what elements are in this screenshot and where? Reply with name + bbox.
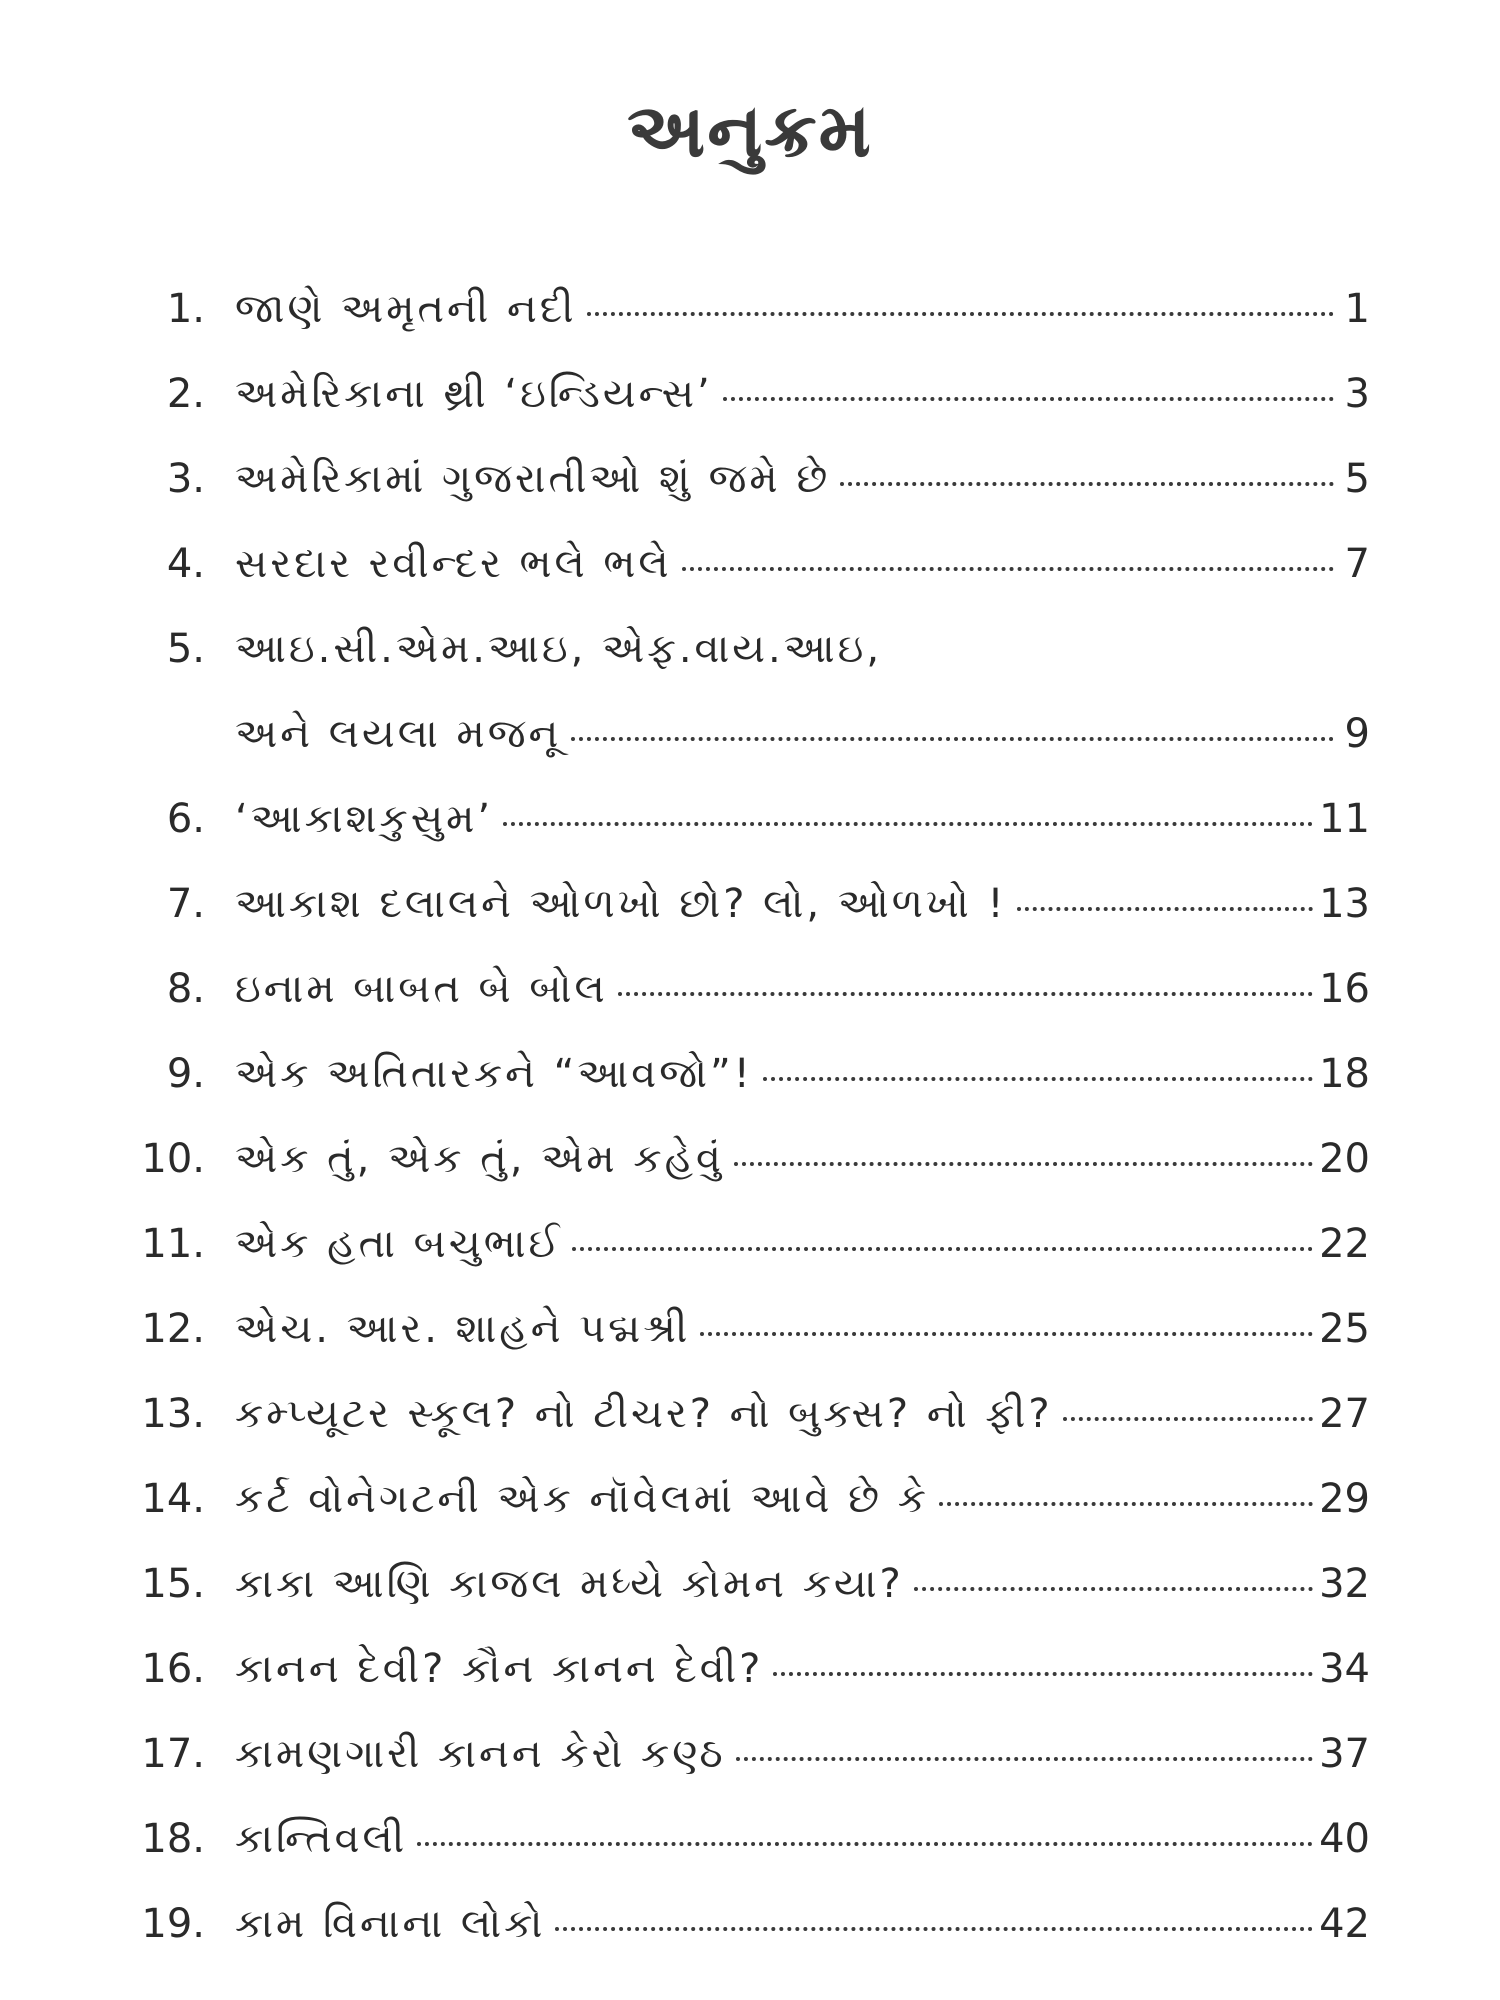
entry-number: 5. [166, 626, 205, 672]
entry-title: અમેરિકાના થ્રી ‘ઇન્ડિયન્સ’ [235, 371, 713, 417]
toc-entry-4 [120, 540, 1370, 625]
entry-number: 8. [166, 966, 205, 1012]
entry-page-number: 34 [1319, 1646, 1370, 1692]
entry-first-line [120, 625, 1370, 710]
dot-leader [734, 1162, 1313, 1166]
dot-leader [587, 312, 1334, 316]
toc-entry-2 [120, 370, 1370, 455]
entry-number: 11. [141, 1221, 205, 1267]
entry-number: 1. [166, 286, 205, 332]
entry-number: 14. [141, 1476, 205, 1522]
dot-leader [417, 1842, 1313, 1846]
entry-number: 7. [166, 881, 205, 927]
entry-title: સરદાર રવીન્દર ભલે ભલે [235, 541, 672, 587]
entry-page-number: 29 [1319, 1476, 1370, 1522]
entry-number: 17. [141, 1731, 205, 1777]
dot-leader [700, 1332, 1313, 1336]
dot-leader [840, 482, 1334, 486]
toc-entry-19 [120, 1900, 1370, 1985]
toc-entry-3 [120, 455, 1370, 540]
toc-entry-18 [120, 1815, 1370, 1900]
dot-leader [682, 567, 1334, 571]
toc-entry-6 [120, 795, 1370, 880]
entry-title: એચ. આર. શાહને પદ્મશ્રી [235, 1306, 691, 1352]
entry-page-number: 22 [1319, 1221, 1370, 1267]
toc-entry-11 [120, 1220, 1370, 1305]
entry-number: 10. [141, 1136, 205, 1182]
toc-entry-1 [120, 285, 1370, 370]
toc-entry-9 [120, 1050, 1370, 1135]
dot-leader [555, 1927, 1313, 1931]
dot-leader [571, 737, 1334, 741]
entry-second-line [120, 710, 1370, 795]
entry-page-number: 3 [1344, 371, 1370, 417]
dot-leader [773, 1672, 1313, 1676]
toc-entry-7 [120, 880, 1370, 965]
entry-page-number: 32 [1319, 1561, 1370, 1607]
entry-number: 18. [141, 1816, 205, 1862]
dot-leader [503, 822, 1313, 826]
entry-page-number: 13 [1319, 881, 1370, 927]
entry-number: 9. [166, 1051, 205, 1097]
entry-page-number: 40 [1319, 1816, 1370, 1862]
entry-number: 4. [166, 541, 205, 587]
entry-page-number: 5 [1344, 456, 1370, 502]
toc-entry-8 [120, 965, 1370, 1050]
entry-number: 12. [141, 1306, 205, 1352]
entry-page-number: 16 [1319, 966, 1370, 1012]
entry-title: કર્ટ વોનેગટની એક નૉવેલમાં આવે છે કે [235, 1476, 929, 1522]
entry-number: 6. [166, 796, 205, 842]
entry-page-number: 37 [1319, 1731, 1370, 1777]
toc-entry-13 [120, 1390, 1370, 1475]
entry-title: એક તું, એક તું, એમ કહેવું [235, 1136, 724, 1182]
dot-leader [618, 992, 1313, 996]
entry-page-number: 9 [1344, 711, 1370, 757]
page-title: અનુક્રમ [627, 87, 873, 174]
toc-entry-16 [120, 1645, 1370, 1730]
entry-page-number: 11 [1319, 796, 1370, 842]
toc-entry-12 [120, 1305, 1370, 1390]
entry-title: જાણે અમૃતની નદી [235, 286, 577, 332]
entry-number: 16. [141, 1646, 205, 1692]
entry-number: 2. [166, 371, 205, 417]
entry-title: ‘આકાશકુસુમ’ [235, 796, 494, 842]
dot-leader [723, 397, 1334, 401]
dot-leader [1063, 1417, 1314, 1421]
entry-title-continued: અને લયલા મજનૂ [235, 711, 562, 757]
entry-title: અમેરિકામાં ગુજરાતીઓ શું જમે છે [235, 456, 831, 502]
dot-leader [736, 1757, 1313, 1761]
entry-title: એક અતિતારકને “આવજો”! [235, 1051, 753, 1097]
entry-page-number: 42 [1319, 1901, 1370, 1947]
entry-page-number: 7 [1344, 541, 1370, 587]
toc-entry-14 [120, 1475, 1370, 1560]
entry-page-number: 20 [1319, 1136, 1370, 1182]
entry-title: ઇનામ બાબત બે બોલ [235, 966, 608, 1012]
toc-entry-17 [120, 1730, 1370, 1815]
dot-leader [939, 1502, 1313, 1506]
entry-page-number: 18 [1319, 1051, 1370, 1097]
entry-title: કાનન દેવી? કૌન કાનન દેવી? [235, 1646, 764, 1692]
entry-title: કામણગારી કાનન કેરો કણ્ઠ [235, 1731, 726, 1777]
entry-title: આઇ.સી.એમ.આઇ, એફ.વાય.આઇ, [235, 626, 883, 672]
entry-page-number: 27 [1319, 1391, 1370, 1437]
toc-entry-15 [120, 1560, 1370, 1645]
toc-entry-10 [120, 1135, 1370, 1220]
entry-title: કામ વિનાના લોકો [235, 1901, 546, 1947]
dot-leader [572, 1247, 1313, 1251]
entry-page-number: 1 [1344, 286, 1370, 332]
table-of-contents [120, 285, 1370, 1985]
dot-leader [914, 1587, 1313, 1591]
entry-number: 13. [141, 1391, 205, 1437]
entry-number: 15. [141, 1561, 205, 1607]
entry-number: 19. [141, 1901, 205, 1947]
entry-title: કાકા આણિ કાજલ મધ્યે કોમન કયા? [235, 1561, 904, 1607]
entry-page-number: 25 [1319, 1306, 1370, 1352]
toc-entry-5 [120, 625, 1370, 795]
entry-title: આકાશ દલાલને ઓળખો છો? લો, ઓળખો ! [235, 881, 1007, 927]
entry-title: કાન્તિવલી [235, 1816, 408, 1862]
entry-number: 3. [166, 456, 205, 502]
dot-leader [763, 1077, 1313, 1081]
entry-title: કમ્પ્યૂટર સ્કૂલ? નો ટીચર? નો બુક્સ? નો ફી? [235, 1391, 1053, 1437]
entry-title: એક હતા બચુભાઈ [235, 1221, 563, 1267]
dot-leader [1017, 907, 1314, 911]
